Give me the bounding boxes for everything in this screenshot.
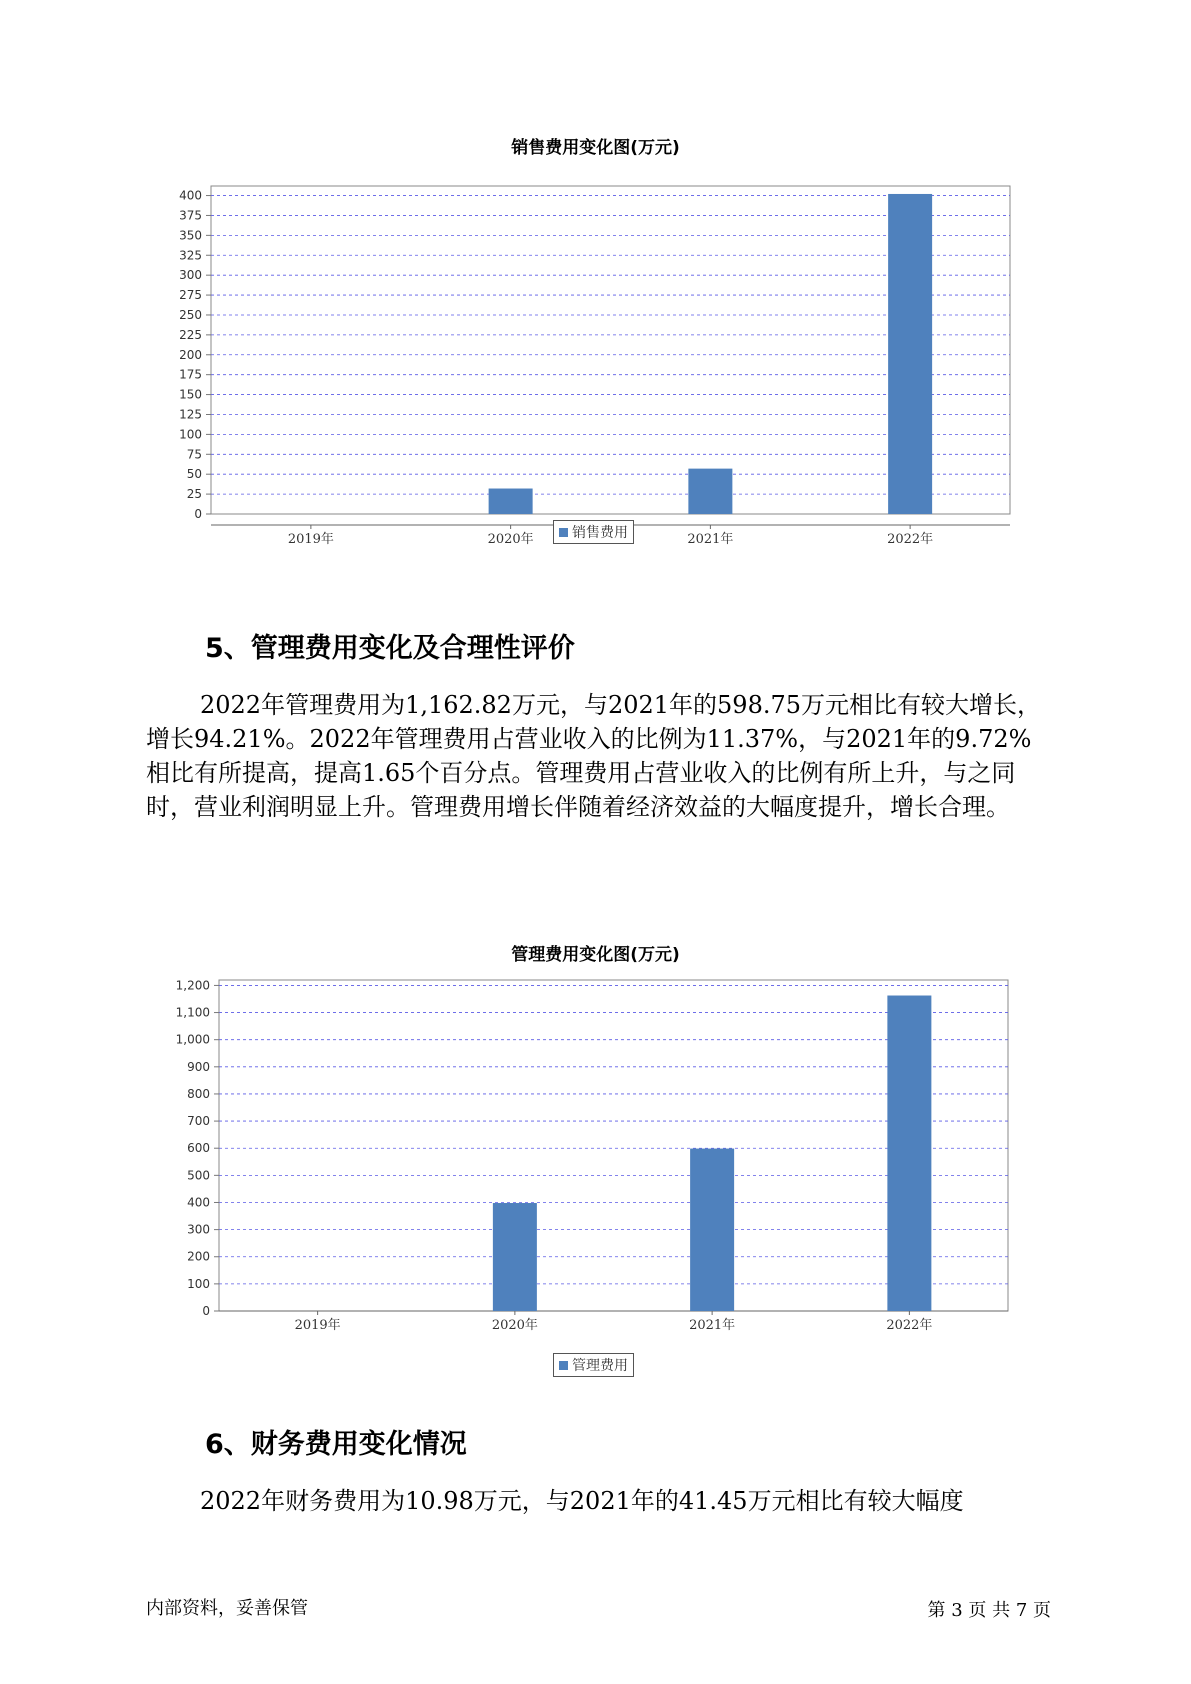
legend-swatch [559, 1361, 568, 1370]
section5-heading: 5、管理费用变化及合理性评价 [205, 633, 575, 664]
y-tick-label: 250 [179, 307, 202, 322]
footer-confidential: 内部资料，妥善保管 [146, 1598, 308, 1619]
y-tick-label: 0 [202, 1304, 210, 1318]
y-tick-label: 300 [187, 1222, 210, 1237]
y-tick-label: 1,100 [175, 1005, 210, 1020]
y-tick-label: 1,000 [175, 1032, 210, 1047]
bar [887, 996, 931, 1311]
y-tick-label: 0 [194, 507, 202, 521]
y-tick-label: 225 [179, 327, 202, 342]
y-tick-label: 100 [187, 1276, 210, 1291]
section6-paragraph: 2022年财务费用为10.98万元，与2021年的41.45万元相比有较大幅度 [200, 1487, 964, 1515]
section6-heading: 6、财务费用变化情况 [205, 1429, 467, 1460]
y-tick-label: 275 [179, 288, 202, 303]
chart2-title: 管理费用变化图(万元) [511, 945, 680, 965]
bar [690, 1149, 734, 1311]
y-tick-label: 900 [187, 1059, 210, 1074]
x-tick-label: 2019年 [287, 532, 334, 547]
x-tick-label: 2022年 [886, 1318, 933, 1333]
x-tick-label: 2020年 [491, 1318, 538, 1333]
y-tick-label: 50 [186, 467, 202, 482]
y-tick-label: 600 [187, 1141, 210, 1156]
y-tick-label: 375 [179, 208, 202, 223]
y-tick-label: 300 [179, 268, 202, 283]
x-tick-label: 2021年 [687, 532, 734, 547]
y-tick-label: 700 [187, 1114, 210, 1129]
chart2-legend [553, 1353, 634, 1377]
section5-paragraph: 2022年管理费用为1,162.82万元，与2021年的598.75万元相比有较大增长，增长94.21%。2022年管理费用占营业收入的比例为11.37%，与2021年的9.72%相比有所提高，提高1.65个百分点。管理费用占营业收入的比例有所上升，与之同时，营业利润明显上升。管理费用增长伴随着经济效益的大幅度提升，增长合理。 [146, 691, 1042, 821]
y-tick-label: 350 [179, 228, 202, 243]
x-tick-label: 2020年 [487, 532, 534, 547]
y-tick-label: 25 [186, 487, 202, 502]
x-tick-label: 2022年 [887, 532, 934, 547]
y-tick-label: 1,200 [175, 978, 210, 993]
y-tick-label: 200 [187, 1249, 210, 1264]
y-tick-label: 100 [179, 427, 202, 442]
chart2-legend-label: 管理费用 [572, 1358, 628, 1374]
y-tick-label: 175 [179, 367, 202, 382]
bar [493, 1203, 537, 1311]
y-tick-label: 800 [187, 1086, 210, 1101]
chart1-legend-label: 销售费用 [572, 525, 628, 541]
y-tick-label: 75 [186, 447, 202, 462]
chart1-title: 销售费用变化图(万元) [511, 138, 680, 158]
y-tick-label: 400 [179, 188, 202, 203]
x-tick-label: 2021年 [689, 1318, 736, 1333]
y-tick-label: 400 [187, 1195, 210, 1210]
y-tick-label: 200 [179, 347, 202, 362]
y-tick-label: 500 [187, 1168, 210, 1183]
x-tick-label: 2019年 [294, 1318, 341, 1333]
y-tick-label: 325 [179, 248, 202, 263]
y-tick-label: 150 [179, 387, 202, 402]
y-tick-label: 125 [179, 407, 202, 422]
footer-page-number: 第 3 页 共 7 页 [927, 1600, 1051, 1621]
